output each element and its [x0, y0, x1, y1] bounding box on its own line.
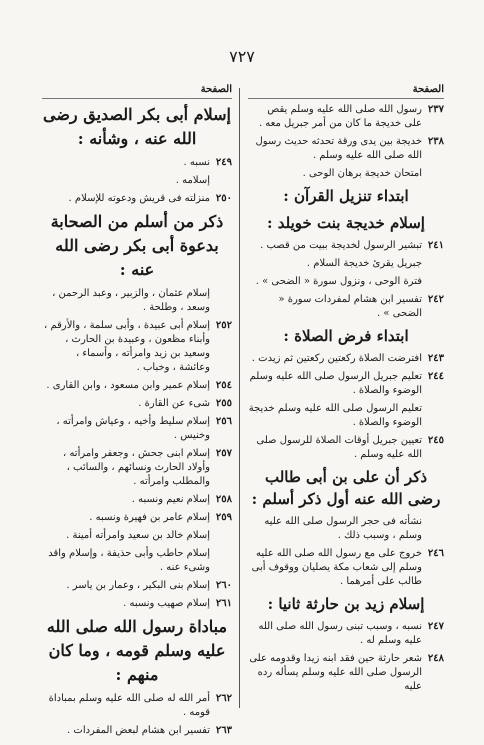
index-entry — [248, 547, 444, 589]
index-entry — [42, 192, 232, 206]
index-entry — [42, 379, 232, 393]
index-entry — [248, 103, 444, 131]
index-entry — [42, 415, 232, 443]
entry-title: إسلام أبى عبيدة ، وأبى سلمة ، والأرقم ، وأبناء مظعون ، وعبيدة بن الحارث ، وسعيد بن زيد وامرأته ، وأسماء ، وعائشة ، وخباب . — [44, 320, 210, 373]
section-heading: إسلام زيد بن حارثة ثانيا : — [267, 595, 425, 613]
left-column-body — [42, 103, 232, 738]
left-column — [42, 82, 232, 742]
section-heading: ذكر أن على بن أبى طالب رضى الله عنه أول ذكر أسلم : — [251, 468, 441, 508]
entry-title: إسلام نعيم ونسبه . — [131, 494, 210, 505]
entry-page-number: ٢٥٩ — [215, 512, 232, 523]
index-entry — [248, 620, 444, 648]
entry-title: إسلام عامر بن فهيرة ونسبه . — [89, 512, 210, 523]
entry-title: تفسير ابن هشام لمفردات سورة « الضحى » . — [278, 294, 422, 319]
entry-title: إسلام ابنى جحش ، وجعفر وامرأته ، وأولاد الحارث ونسائهم ، والسائب ، والمطلب وامرأته . — [63, 448, 210, 487]
index-entry — [248, 434, 444, 462]
entry-page-number: ٢٣٧ — [427, 104, 444, 115]
entry-page-number: ٢٤١ — [427, 240, 444, 251]
page-number: ٧٢٧ — [229, 47, 255, 66]
index-entry — [42, 447, 232, 489]
index-subentry: نشأته فى حجر الرسول صلى الله عليه وسلم ، وسبب ذلك . — [264, 516, 422, 541]
index-entry — [42, 511, 232, 525]
right-column — [248, 82, 444, 698]
index-subentry: امتحان خديجة برهان الوحى . — [302, 168, 422, 179]
entry-title: نسبه ، وسبب تبنى رسول الله صلى الله عليه وسلم له . — [258, 621, 422, 646]
right-column-body — [248, 103, 444, 694]
index-entry — [248, 652, 444, 694]
section-heading: ذكر من أسلم من الصحابة بدعوة أبى بكر رضى الله عنه : — [50, 212, 224, 279]
section-heading: ابتداء تنزيل القرآن : — [283, 187, 409, 205]
index-entry — [42, 597, 232, 611]
entry-page-number: ٢٤٧ — [427, 621, 444, 632]
entry-title: أمر الله له صلى الله عليه وسلم بمباداة قومه . — [48, 693, 210, 718]
entry-page-number: ٢٦١ — [215, 598, 232, 609]
index-subentry: تعليم الرسول صلى الله عليه وسلم خديجة الوضوء والصلاة . — [248, 403, 422, 428]
entry-page-number: ٢٥٨ — [215, 494, 232, 505]
entry-title: افترضت الصلاة ركعتين ركعتين ثم زيدت . — [251, 353, 422, 364]
index-entry — [248, 293, 444, 321]
entry-title: خديجة بين يدى ورقة تحدثه حديث رسول الله صلى الله عليه وسلم . — [255, 136, 422, 161]
entry-page-number: ٢٥٥ — [215, 398, 232, 409]
entry-page-number: ٢٦٣ — [215, 725, 232, 736]
index-entry — [42, 724, 232, 738]
index-subentry: فترة الوحى ، ونزول سورة « الضحى » . — [255, 276, 422, 287]
column-header-right: الصفحة — [248, 82, 444, 99]
index-entry — [248, 352, 444, 366]
column-divider — [239, 88, 240, 708]
entry-page-number: ٢٥٠ — [215, 193, 232, 204]
index-entry — [42, 397, 232, 411]
index-entry — [42, 692, 232, 720]
entry-page-number: ٢٥٦ — [215, 416, 232, 427]
entry-page-number: ٢٤٦ — [427, 548, 444, 559]
entry-page-number: ٢٦٢ — [215, 693, 232, 704]
entry-page-number: ٢٤٩ — [215, 157, 232, 168]
index-subentry: إسلام خالد بن سعيد وامرأته أمينة . — [66, 530, 210, 541]
index-subentry: إسلام حاطب وأبى حذيفة ، وإسلام واقد وشىء عنه . — [48, 548, 210, 573]
entry-page-number: ٢٦٠ — [215, 580, 232, 591]
entry-page-number: ٢٤٣ — [427, 353, 444, 364]
index-entry — [42, 493, 232, 507]
section-heading: إسلام أبى بكر الصديق رضى الله عنه ، وشأنه : — [43, 105, 231, 148]
entry-title: خروج على مع رسول الله صلى الله عليه وسلم إلى شعاب مكة يصليان ووقوف أبى طالب على أمرهما . — [251, 548, 422, 587]
entry-title: تعليم جبريل الرسول صلى الله عليه وسلم الوضوء والصلاة . — [249, 371, 422, 396]
entry-page-number: ٢٥٢ — [215, 320, 232, 331]
section-heading: ابتداء فرض الصلاة : — [283, 327, 409, 345]
entry-title: إسلام عمير وابن مسعود ، وابن القارى . — [46, 380, 210, 391]
index-subentry: جبريل يقرئ خديجة السلام . — [306, 258, 422, 269]
entry-page-number: ٢٥٧ — [215, 448, 232, 459]
entry-title: رسول الله صلى الله عليه وسلم يقص على خديجة ما كان من أمر جبريل معه . — [258, 104, 422, 129]
entry-title: إسلام سليط وأخيه ، وعياش وامرأته ، وخنيس . — [56, 416, 210, 441]
entry-page-number: ٢٤٢ — [427, 294, 444, 305]
index-entry — [42, 579, 232, 593]
index-subentry: إسلامه . — [175, 175, 210, 186]
entry-page-number: ٢٤٥ — [427, 435, 444, 446]
entry-title: تبشير الرسول لخديجة ببيت من قصب . — [260, 240, 422, 251]
section-heading: إسلام خديجة بنت خويلد : — [267, 214, 425, 232]
entry-title: إسلام صهيب ونسبه . — [123, 598, 210, 609]
entry-title: شىء عن القارة . — [138, 398, 210, 409]
entry-title: منزلته فى قريش ودعوته للإسلام . — [68, 193, 210, 204]
entry-page-number: ٢٣٨ — [427, 136, 444, 147]
index-subentry: إسلام عثمان ، والزبير ، وعبد الرحمن ، وسعد ، وطلحة . — [52, 288, 210, 313]
entry-title: تفسير ابن هشام لبعض المفردات . — [67, 725, 210, 736]
entry-page-number: ٢٥٤ — [215, 380, 232, 391]
entry-title: تعيين جبريل أوقات الصلاة للرسول صلى الله عليه وسلم . — [256, 435, 422, 460]
column-header-left: الصفحة — [42, 82, 232, 99]
index-entry — [42, 156, 232, 170]
section-heading: مباداة رسول الله صلى الله عليه وسلم قومه ، وما كان منهم : — [46, 617, 228, 684]
index-entry — [42, 319, 232, 375]
entry-title: إسلام بنى البكير ، وعمار بن ياسر . — [66, 580, 210, 591]
index-entry — [248, 239, 444, 253]
entry-page-number: ٢٤٤ — [427, 371, 444, 382]
index-entry — [248, 370, 444, 398]
entry-page-number: ٢٤٨ — [427, 653, 444, 664]
entry-title: نسبه . — [183, 157, 210, 168]
entry-title: شعر حارثة حين فقد ابنه زيدا وقدومه على الرسول صلى الله عليه وسلم يسأله رده عليه — [249, 653, 422, 692]
index-entry — [248, 135, 444, 163]
